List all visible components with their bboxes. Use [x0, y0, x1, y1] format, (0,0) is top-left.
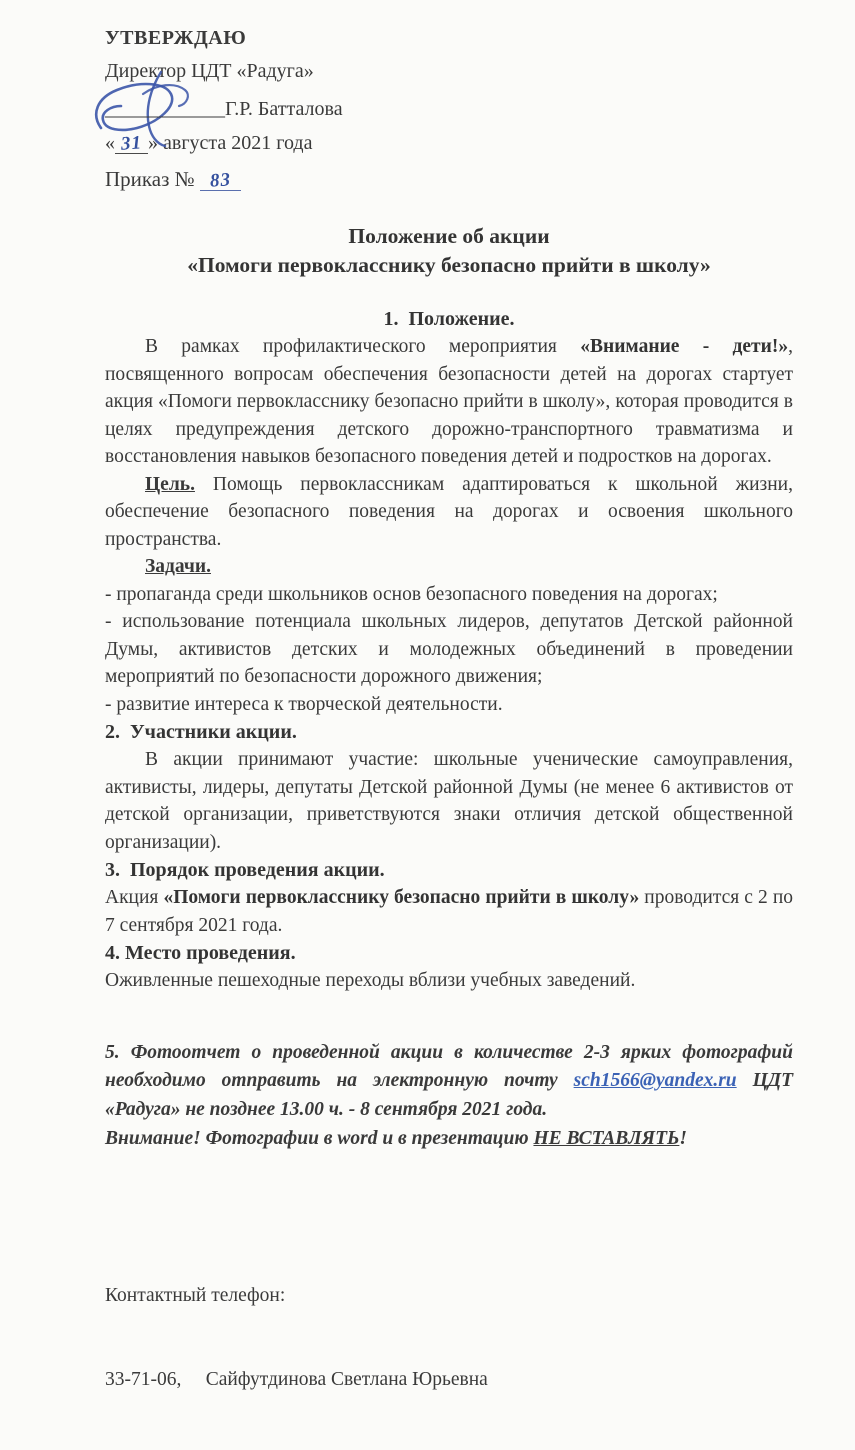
section-3-text-cont: проводится с 2 по 7 сентября 2021 года.	[105, 887, 794, 936]
signature-underscores: ____________	[105, 98, 225, 120]
attention-children-bold: «Внимание - дети!»	[580, 336, 789, 357]
task-item: - использование потенциала школьных лидеров, депутатов Детской районной Думы, активистов детских и молодежных объединений в проведении мероприятий по безопасности дорожного движения;	[105, 611, 793, 687]
section-2-heading: 2. Участники акции.	[105, 721, 297, 743]
email-link[interactable]: sch1566@yandex.ru	[573, 1070, 737, 1091]
contact-label: Контактный телефон:	[105, 1284, 286, 1306]
section-1-text: В рамках профилактического мероприятия	[145, 336, 581, 357]
section-2-paragraph: В акции принимают участие: школьные ученические самоуправления, активисты, лидеры, депутаты Детской районной Думы (не менее 6 активистов от детской организации, приветствуются знаки отличия детской общественной организации).	[105, 749, 793, 853]
approve-stamp-text: УТВЕРЖДАЮ	[105, 27, 247, 49]
goal-text: Помощь первоклассникам адаптироваться к школьной жизни, обеспечение безопасного поведения на дорогах и освоения школьного пространства.	[105, 473, 793, 550]
notice-text-cont: ЦДТ «Радуга» не позднее 13.00 ч. - 8 сентября 2021 года.	[105, 1070, 793, 1120]
section-3-text: Акция	[105, 887, 164, 908]
section-4-heading: 4. Место проведения.	[105, 942, 296, 964]
title-line-1: Положение об акции	[348, 224, 550, 248]
signature-line	[105, 98, 343, 121]
order-number-slot	[200, 170, 241, 191]
handwritten-order-number: 83	[209, 169, 232, 192]
order-label: Приказ №	[105, 167, 200, 191]
document-title	[105, 222, 793, 280]
do-not-insert-underlined: НЕ ВСТАВЛЯТЬ	[533, 1128, 680, 1149]
section-3-heading: 3. Порядок проведения акции.	[105, 859, 385, 881]
handwritten-day: 31	[120, 132, 143, 155]
section-1-paragraph	[105, 333, 793, 471]
warning-text: Внимание! Фотографии в word и в презентацию	[105, 1128, 534, 1149]
tasks-list	[105, 581, 793, 719]
warning-line	[105, 1125, 793, 1154]
director-line: Директор ЦДТ «Радуга»	[105, 60, 314, 82]
section-1-heading: 1. Положение.	[383, 308, 515, 330]
contact-block	[105, 1226, 793, 1450]
notice-text: 5. Фотоотчет о проведенной акции в количестве 2-3 ярких фотографий необходимо отправить на электронную почту	[105, 1041, 793, 1091]
date-open-quote: «	[105, 132, 115, 154]
action-name-bold: «Помоги первокласснику безопасно прийти в школу»	[163, 887, 640, 908]
warning-exclamation: !	[679, 1128, 687, 1149]
section-3-paragraph	[105, 884, 793, 939]
approval-block	[105, 22, 793, 192]
section-1-text-cont: , посвященного вопросам обеспечения безопасности детей на дорогах стартует акция «Помоги первокласснику безопасно прийти в школу», которая проводится в целях предупреждения детского дорожно-транспортного травматизма и восстановления навыков безопасного поведения детей и подростков на дорогах.	[105, 336, 793, 467]
task-item: - развитие интереса к творческой деятельности.	[105, 693, 503, 715]
photo-report-notice	[105, 1039, 793, 1154]
title-line-2: «Помоги первокласснику безопасно прийти в школу»	[187, 253, 711, 277]
order-row	[105, 167, 793, 192]
task-item: - пропаганда среди школьников основ безопасного поведения на дорогах;	[105, 583, 718, 605]
date-suffix: » августа 2021 года	[148, 132, 313, 154]
tasks-label-line	[105, 553, 793, 581]
signature-row	[105, 90, 793, 130]
contact-value: 33-71-06, Сайфутдинова Светлана Юрьевна	[105, 1368, 488, 1390]
section-4-paragraph: Оживленные пешеходные переходы вблизи учебных заведений.	[105, 970, 636, 991]
goal-paragraph	[105, 471, 793, 554]
goal-label: Цель.	[145, 473, 195, 495]
tasks-label: Задачи.	[145, 556, 211, 577]
photo-report-text	[105, 1039, 793, 1125]
signature-name: Г.Р. Батталова	[225, 98, 343, 120]
